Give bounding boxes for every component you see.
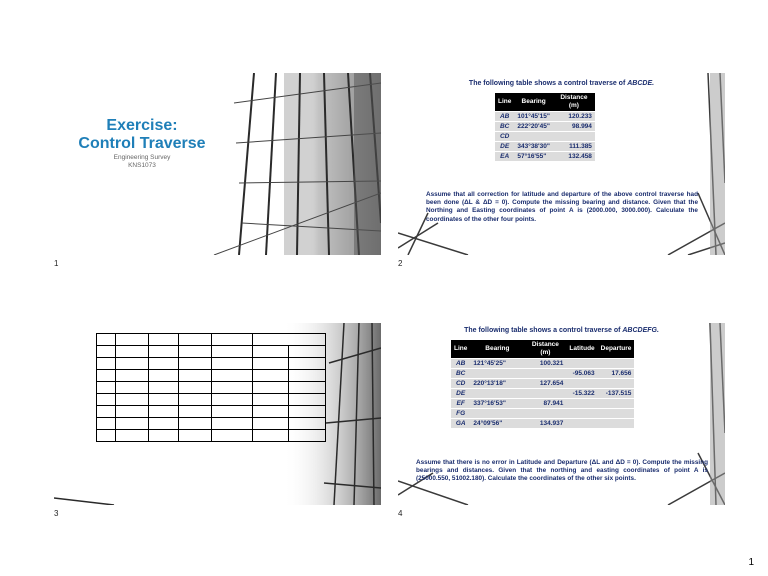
line-cell: BC bbox=[495, 122, 514, 132]
slide-1-subtitle bbox=[72, 154, 212, 170]
line-cell: AB bbox=[495, 112, 514, 122]
slide-3 bbox=[54, 323, 381, 505]
bearing-cell bbox=[470, 369, 524, 379]
distance-cell: 87.941 bbox=[524, 399, 566, 409]
slide-2-number: 2 bbox=[398, 259, 403, 268]
distance-cell bbox=[524, 369, 566, 379]
table-row bbox=[451, 369, 634, 379]
table-row bbox=[451, 389, 634, 399]
subtitle-line-1: Engineering Survey bbox=[113, 154, 171, 161]
slide-2-instructions: Assume that all correction for latitude and departure of the above control traverse had been done (ΔL & ΔD = 0). Compute the missing bearing and distance. Given that the Northing and Easting coordinates of point A is (2000.000, 3000.000). Calculate the coordinates of the other four points. bbox=[426, 191, 698, 223]
table-row bbox=[97, 430, 326, 442]
table-row bbox=[495, 112, 595, 122]
bearing-cell bbox=[470, 409, 524, 419]
bearing-cell: 121°45'25" bbox=[470, 359, 524, 369]
distance-cell bbox=[524, 389, 566, 399]
table-row bbox=[451, 399, 634, 409]
latitude-cell bbox=[566, 359, 597, 369]
title-line-2: Control Traverse bbox=[78, 135, 206, 152]
slide-2-caption bbox=[398, 80, 725, 87]
slide-4-instructions: Assume that there is no error in Latitude and Departure (ΔL and ΔD = 0). Compute the missing bearings and distances. Given that the northing and easting coordinates of point A is (25000.550, 51002.180). Calculate the coordinates of the other six points. bbox=[416, 459, 708, 483]
header-bearing: Bearing bbox=[470, 340, 524, 359]
line-cell: EF bbox=[451, 399, 470, 409]
line-cell: CD bbox=[451, 379, 470, 389]
latitude-cell bbox=[566, 419, 597, 429]
line-cell: FG bbox=[451, 409, 470, 419]
traverse-table bbox=[451, 340, 634, 428]
page-number: 1 bbox=[748, 557, 754, 568]
blank-answer-table bbox=[96, 333, 326, 442]
line-cell: EA bbox=[495, 152, 514, 162]
line-cell: CD bbox=[495, 132, 514, 142]
distance-cell: 98.994 bbox=[553, 122, 595, 132]
table-row bbox=[97, 346, 326, 358]
table-row bbox=[97, 406, 326, 418]
bearing-cell: 222°20'45" bbox=[514, 122, 553, 132]
latitude-cell: -95.063 bbox=[566, 369, 597, 379]
traverse-name: ABCDEFG. bbox=[622, 327, 659, 334]
table-row bbox=[495, 132, 595, 142]
line-cell: BC bbox=[451, 369, 470, 379]
distance-cell: 134.937 bbox=[524, 419, 566, 429]
departure-cell: -137.515 bbox=[598, 389, 635, 399]
table-row bbox=[451, 379, 634, 389]
caption-text: The following table shows a control traverse of bbox=[468, 80, 626, 87]
slide-3-number: 3 bbox=[54, 509, 59, 518]
table-row bbox=[495, 142, 595, 152]
slide-4-number: 4 bbox=[398, 509, 403, 518]
departure-cell bbox=[598, 379, 635, 389]
bearing-cell bbox=[470, 389, 524, 399]
distance-cell: 120.233 bbox=[553, 112, 595, 122]
slide-4-caption bbox=[398, 327, 725, 334]
departure-cell: 17.656 bbox=[598, 369, 635, 379]
traverse-name: ABCDE. bbox=[627, 80, 655, 87]
distance-cell: 100.321 bbox=[524, 359, 566, 369]
latitude-cell: -15.322 bbox=[566, 389, 597, 399]
distance-cell: 127.654 bbox=[524, 379, 566, 389]
slide-1-title bbox=[72, 117, 212, 153]
title-line-1: Exercise: bbox=[106, 117, 178, 134]
distance-cell: 132.458 bbox=[553, 152, 595, 162]
table-row bbox=[97, 334, 326, 346]
table-row bbox=[495, 122, 595, 132]
header-latitude: Latitude bbox=[566, 340, 597, 359]
caption-text: The following table shows a control traverse of bbox=[464, 327, 621, 334]
bearing-cell: 220°13'18" bbox=[470, 379, 524, 389]
table-row bbox=[97, 418, 326, 430]
line-cell: GA bbox=[451, 419, 470, 429]
table-row bbox=[451, 359, 634, 369]
bearing-cell: 57°16'55" bbox=[514, 152, 553, 162]
departure-cell bbox=[598, 409, 635, 419]
distance-cell bbox=[553, 132, 595, 142]
table-row bbox=[97, 370, 326, 382]
slide-1 bbox=[54, 73, 381, 255]
slide-1-number: 1 bbox=[54, 259, 59, 268]
header-distance: Distance (m) bbox=[524, 340, 566, 359]
distance-cell: 111.385 bbox=[553, 142, 595, 152]
table-row bbox=[97, 382, 326, 394]
subtitle-line-2: KNS1073 bbox=[128, 162, 156, 169]
line-cell: DE bbox=[451, 389, 470, 399]
table-row bbox=[451, 409, 634, 419]
header-distance: Distance (m) bbox=[553, 93, 595, 112]
latitude-cell bbox=[566, 399, 597, 409]
table-row bbox=[451, 419, 634, 429]
departure-cell bbox=[598, 399, 635, 409]
distance-cell bbox=[524, 409, 566, 419]
departure-cell bbox=[598, 419, 635, 429]
table-header-row bbox=[495, 93, 595, 112]
bearing-cell: 337°16'53" bbox=[470, 399, 524, 409]
header-departure: Departure bbox=[598, 340, 635, 359]
bearing-cell: 24°09'56" bbox=[470, 419, 524, 429]
bearing-cell: 343°38'30" bbox=[514, 142, 553, 152]
latitude-cell bbox=[566, 409, 597, 419]
slide-4 bbox=[398, 323, 725, 505]
header-line: Line bbox=[495, 93, 514, 112]
slide-2 bbox=[398, 73, 725, 255]
header-bearing: Bearing bbox=[514, 93, 553, 112]
traverse-table bbox=[495, 93, 595, 161]
line-cell: AB bbox=[451, 359, 470, 369]
departure-cell bbox=[598, 359, 635, 369]
table-row bbox=[97, 358, 326, 370]
line-cell: DE bbox=[495, 142, 514, 152]
latitude-cell bbox=[566, 379, 597, 389]
table-header-row bbox=[451, 340, 634, 359]
bearing-cell bbox=[514, 132, 553, 142]
table-row bbox=[495, 152, 595, 162]
bearing-cell: 101°45'15" bbox=[514, 112, 553, 122]
table-row bbox=[97, 394, 326, 406]
header-line: Line bbox=[451, 340, 470, 359]
